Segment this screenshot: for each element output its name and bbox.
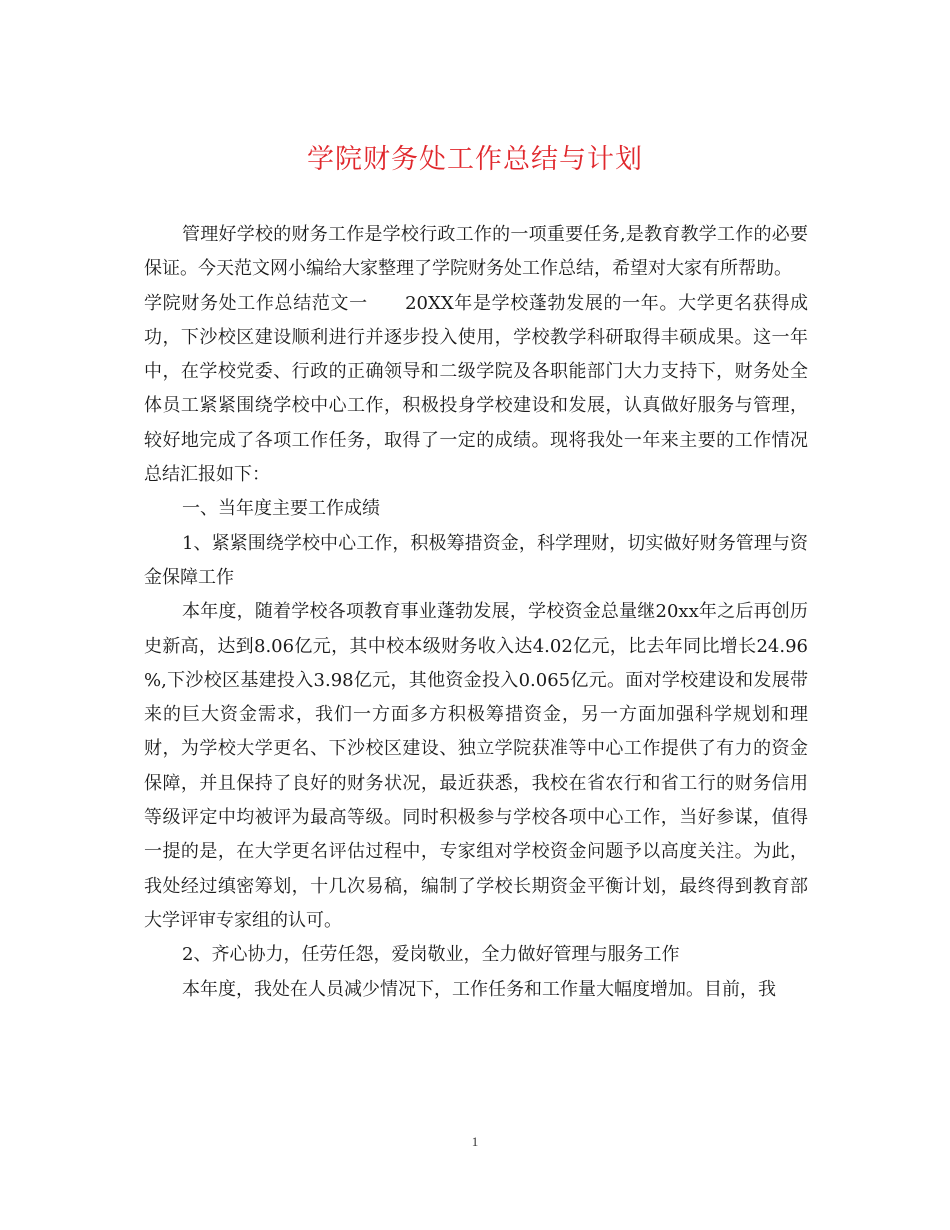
subsection-heading-1: 1、紧紧围绕学校中心工作，积极筹措资金，科学理财，切实做好财务管理与资金保障工作 [144,532,808,588]
summary-paragraph: 学院财务处工作总结范文一 20XX年是学校蓬勃发展的一年。大学更名获得成功，下沙校区建设顺利进行并逐步投入使用，学校教学科研取得丰硕成果。这一年中，在学校党委、行政的正确领导和二级学院及各职能部门大力支持下，财务处全体员工紧紧围绕学校中心工作，积极投身学校建设和发展，认真做好服务与管理，较好地完成了各项工作任务，取得了一定的成绩。现将我处一年来主要的工作情况总结汇报如下： [144,292,808,486]
subsection-heading-2: 2、齐心协力，任劳任怨，爱岗敬业，全力做好管理与服务工作 [182,944,680,966]
document-body [144,218,808,1007]
body-paragraph-2: 本年度，我处在人员减少情况下，工作任务和工作量大幅度增加。目前，我 [182,978,776,1000]
intro-paragraph: 管理好学校的财务工作是学校行政工作的一项重要任务,是教育教学工作的必要保证。今天范文网小编给大家整理了学院财务处工作总结，希望对大家有所帮助。 [144,224,808,280]
section-heading: 一、当年度主要工作成绩 [182,498,380,520]
body-paragraph-1: 本年度，随着学校各项教育事业蓬勃发展，学校资金总量继20xx年之后再创历史新高，达到8.06亿元，其中校本级财务收入达4.02亿元，比去年同比增长24.96 %,下沙校区基建投入3.98亿元，其他资金投入0.065亿元。面对学校建设和发展带来的巨大资金需求，我们一方面多方积极筹措资金，另一方面加强科学规划和理财，为学校大学更名、下沙校区建设、独立学院获准等中心工作提供了有力的资金保障，并且保持了良好的财务状况，最近获悉，我校在省农行和省工行的财务信用等级评定中均被评为最高等级。同时积极参与学校各项中心工作，当好参谋，值得一提的是，在大学更名评估过程中，专家组对学校资金问题予以高度关注。为此，我处经过缜密筹划，十几次易稿，编制了学校长期资金平衡计划，最终得到教育部大学评审专家组的认可。 [144,601,808,931]
document-title: 学院财务处工作总结与计划 [307,144,643,175]
page-number: 1 [471,1134,479,1149]
